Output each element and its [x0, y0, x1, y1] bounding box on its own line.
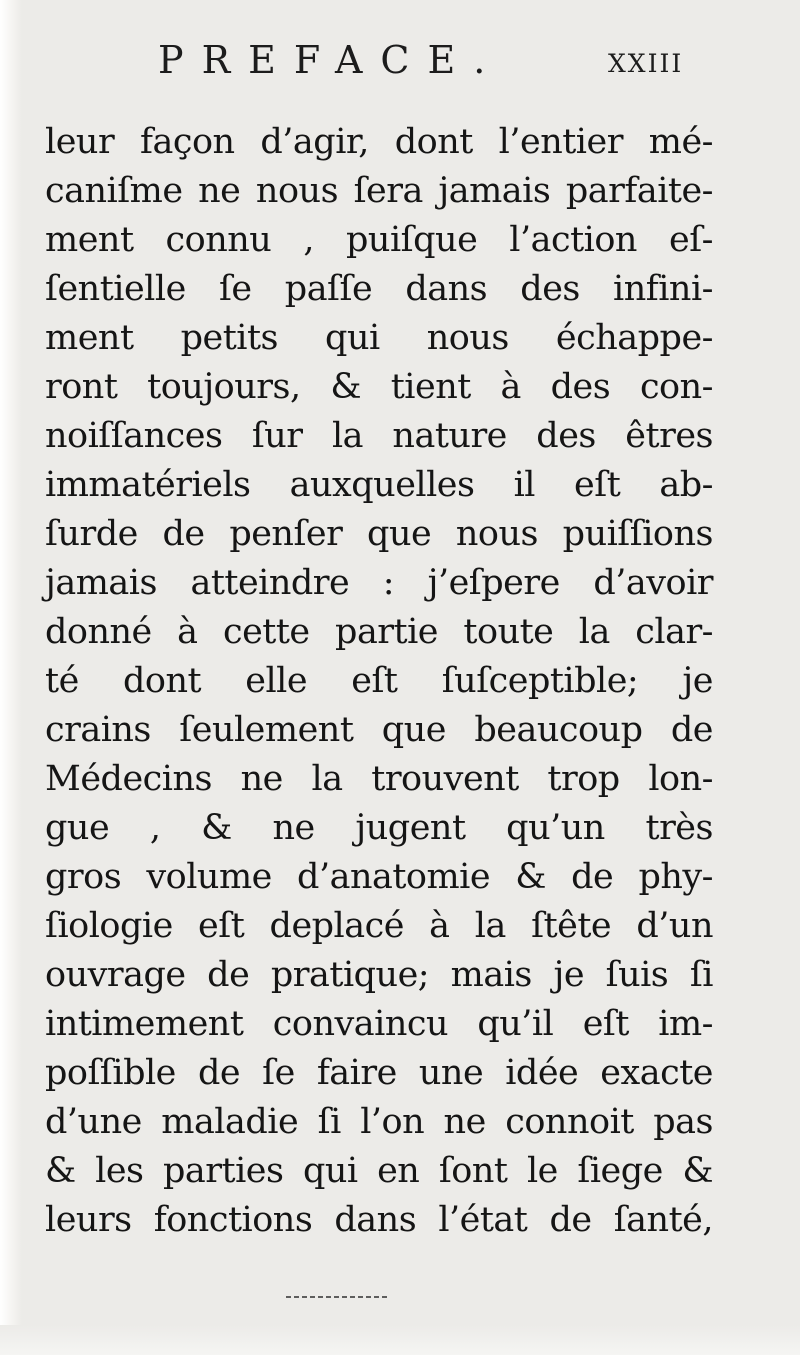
text-line: ſurde de penſer que nous puiſſions [45, 514, 713, 554]
text-line: poſſible de ſe faire une idée exacte [45, 1053, 713, 1093]
text-line: jamais atteindre : j’eſpere d’avoir [45, 563, 713, 603]
text-line: ront toujours, & tient à des con- [45, 367, 713, 407]
page-header [0, 38, 800, 98]
text-line: intimement convaincu qu’il eſt im- [45, 1004, 713, 1044]
text-line: d’une maladie ſi l’on ne connoit pas [45, 1102, 713, 1142]
text-line: ſentielle ſe paſſe dans des infini- [45, 269, 713, 309]
page-number: xxiii [608, 40, 684, 81]
body-text [45, 118, 713, 1245]
text-line: immatériels auxquelles il eſt ab- [45, 465, 713, 505]
text-line: gue , & ne jugent qu’un très [45, 808, 713, 848]
text-line: gros volume d’anatomie & de phy- [45, 857, 713, 897]
text-line: ment connu , puiſque l’action eſ- [45, 220, 713, 260]
catchword-rule [286, 1296, 390, 1298]
text-line: caniſme ne nous ſera jamais parfaite- [45, 171, 713, 211]
text-line: crains ſeulement que beaucoup de [45, 710, 713, 750]
text-line: Médecins ne la trouvent trop lon- [45, 759, 713, 799]
text-line: leurs fonctions dans l’état de ſanté, [45, 1200, 713, 1240]
text-line: noiſſances ſur la nature des êtres [45, 416, 713, 456]
text-line: ſiologie eſt deplacé à la ſtête d’un [45, 906, 713, 946]
page-bottom-margin [0, 1325, 800, 1355]
text-line: & les parties qui en ſont le ſiege & [45, 1151, 713, 1191]
running-title: PREFACE. [158, 38, 504, 82]
page-edge [0, 0, 22, 1355]
text-line: ouvrage de pratique; mais je ſuis ſi [45, 955, 713, 995]
text-line: ment petits qui nous échappe- [45, 318, 713, 358]
text-line: leur façon d’agir, dont l’entier mé- [45, 122, 713, 162]
text-line: té dont elle eſt ſuſceptible; je [45, 661, 713, 701]
text-line: donné à cette partie toute la clar- [45, 612, 713, 652]
